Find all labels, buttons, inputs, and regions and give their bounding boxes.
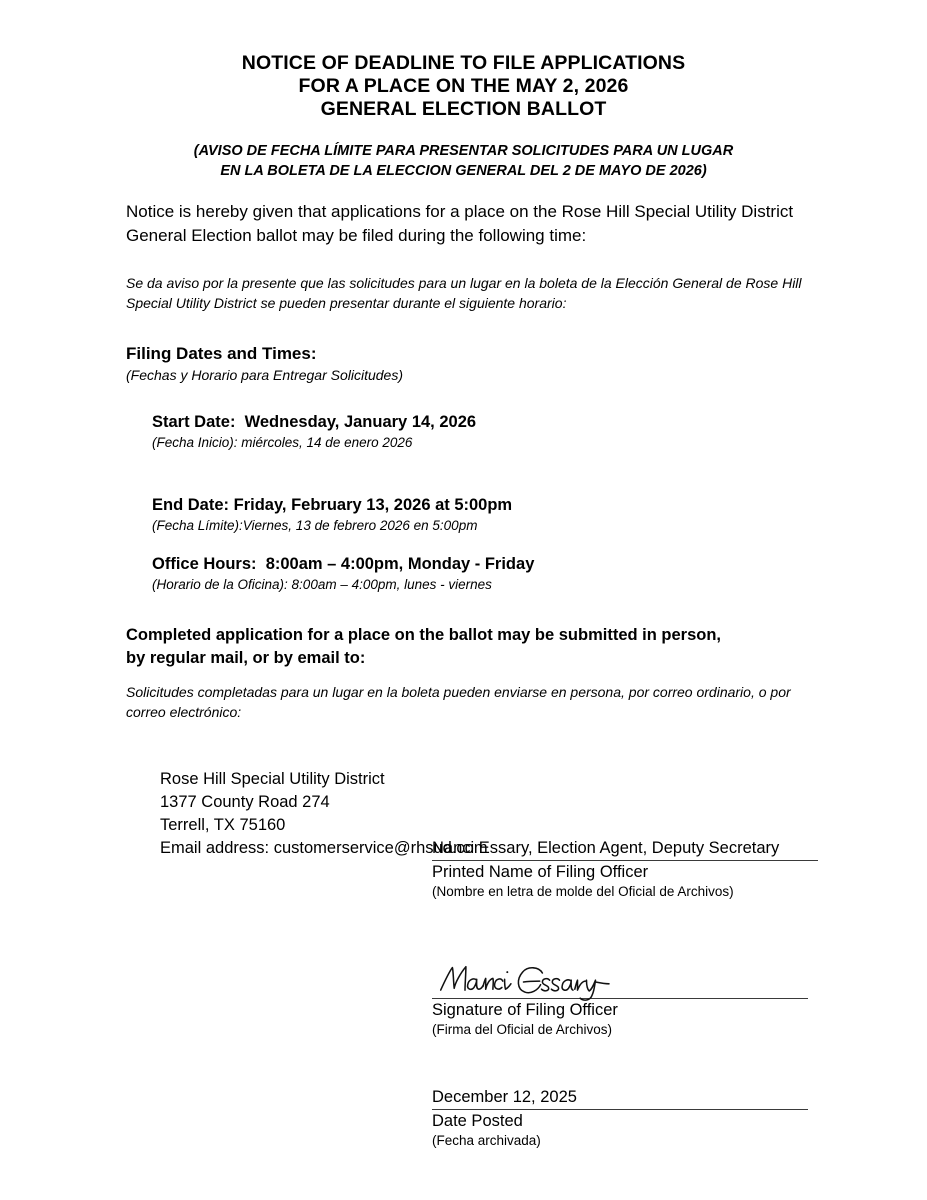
signature-caption-spanish: (Firma del Oficial de Archivos) <box>432 1022 613 1037</box>
end-date-line <box>152 494 826 516</box>
start-date-spanish: (Fecha Inicio): miércoles, 14 de enero 2026 <box>152 435 413 450</box>
filing-entry-start-date <box>152 411 826 452</box>
subtitle-line-2: EN LA BOLETA DE LA ELECCION GENERAL DEL 2 DE MAYO DE 2026) <box>220 163 707 179</box>
address-line-city-state-zip: Terrell, TX 75160 <box>160 816 286 834</box>
title-line-2: FOR A PLACE ON THE MAY 2, 2026 <box>298 75 629 97</box>
page-title <box>0 52 927 121</box>
filing-entry-end-date <box>152 494 826 535</box>
submission-heading-line-2: by regular mail, or by email to: <box>126 649 366 667</box>
page-subtitle-spanish <box>0 141 927 181</box>
office-hours-line <box>152 553 826 575</box>
filing-dates-heading-spanish: (Fechas y Horario para Entregar Solicitudes) <box>126 367 404 383</box>
address-line-organization: Rose Hill Special Utility District <box>160 770 385 788</box>
handwritten-signature-icon <box>438 962 618 1002</box>
office-hours-spanish: (Horario de la Oficina): 8:00am – 4:00pm, lunes - viernes <box>152 577 492 592</box>
signature-block <box>432 964 852 1039</box>
title-line-3: GENERAL ELECTION BALLOT <box>320 98 607 120</box>
document-body <box>126 200 826 860</box>
signature-script-row <box>432 964 852 998</box>
intro-paragraph-english: Notice is hereby given that applications for a place on the Rose Hill Special Utility District General Election ballot may be filed during the following time: <box>126 202 794 245</box>
start-date-line <box>152 411 826 433</box>
date-posted-value: December 12, 2025 <box>432 1088 577 1106</box>
start-date-label: Start Date: <box>152 413 236 431</box>
submission-heading-spanish: Solicitudes completadas para un lugar en la boleta pueden enviarse en persona, por correo ordinario, o por correo electrónico: <box>126 684 791 720</box>
intro-paragraph-spanish: Se da aviso por la presente que las solicitudes para un lugar en la boleta de la Elección General de Rose Hill Special Utility District se pueden presentar durante el siguiente horario: <box>126 275 802 311</box>
submission-heading-line-1: Completed application for a place on the ballot may be submitted in person, <box>126 626 721 644</box>
end-date-label: End Date: <box>152 496 230 514</box>
office-hours-label: Office Hours: <box>152 555 257 573</box>
subtitle-line-1: (AVISO DE FECHA LÍMITE PARA PRESENTAR SOLICITUDES PARA UN LUGAR <box>193 143 734 159</box>
printed-name-caption-spanish: (Nombre en letra de molde del Oficial de Archivos) <box>432 884 734 899</box>
filing-entry-office-hours <box>152 553 826 594</box>
printed-name-caption: Printed Name of Filing Officer <box>432 863 649 881</box>
end-date-spanish: (Fecha Límite):Viernes, 13 de febrero 2026 en 5:00pm <box>152 518 478 533</box>
printed-name-block <box>432 838 852 901</box>
date-posted-block <box>432 1087 852 1150</box>
filing-dates-heading: Filing Dates and Times: <box>126 344 317 363</box>
printed-name-value: Nanci Essary, Election Agent, Deputy Secretary <box>432 839 780 857</box>
office-hours-value: 8:00am – 4:00pm, Monday - Friday <box>261 555 535 573</box>
date-posted-caption-spanish: (Fecha archivada) <box>432 1133 541 1148</box>
address-line-email: Email address: customerservice@rhsud.com <box>160 839 488 857</box>
signature-area <box>432 838 852 1150</box>
signature-caption: Signature of Filing Officer <box>432 1001 618 1019</box>
end-date-value: Friday, February 13, 2026 at 5:00pm <box>233 496 513 514</box>
start-date-value: Wednesday, January 14, 2026 <box>244 413 477 431</box>
title-line-1: NOTICE OF DEADLINE TO FILE APPLICATIONS <box>241 52 686 74</box>
address-line-street: 1377 County Road 274 <box>160 793 330 811</box>
date-posted-caption: Date Posted <box>432 1112 523 1130</box>
